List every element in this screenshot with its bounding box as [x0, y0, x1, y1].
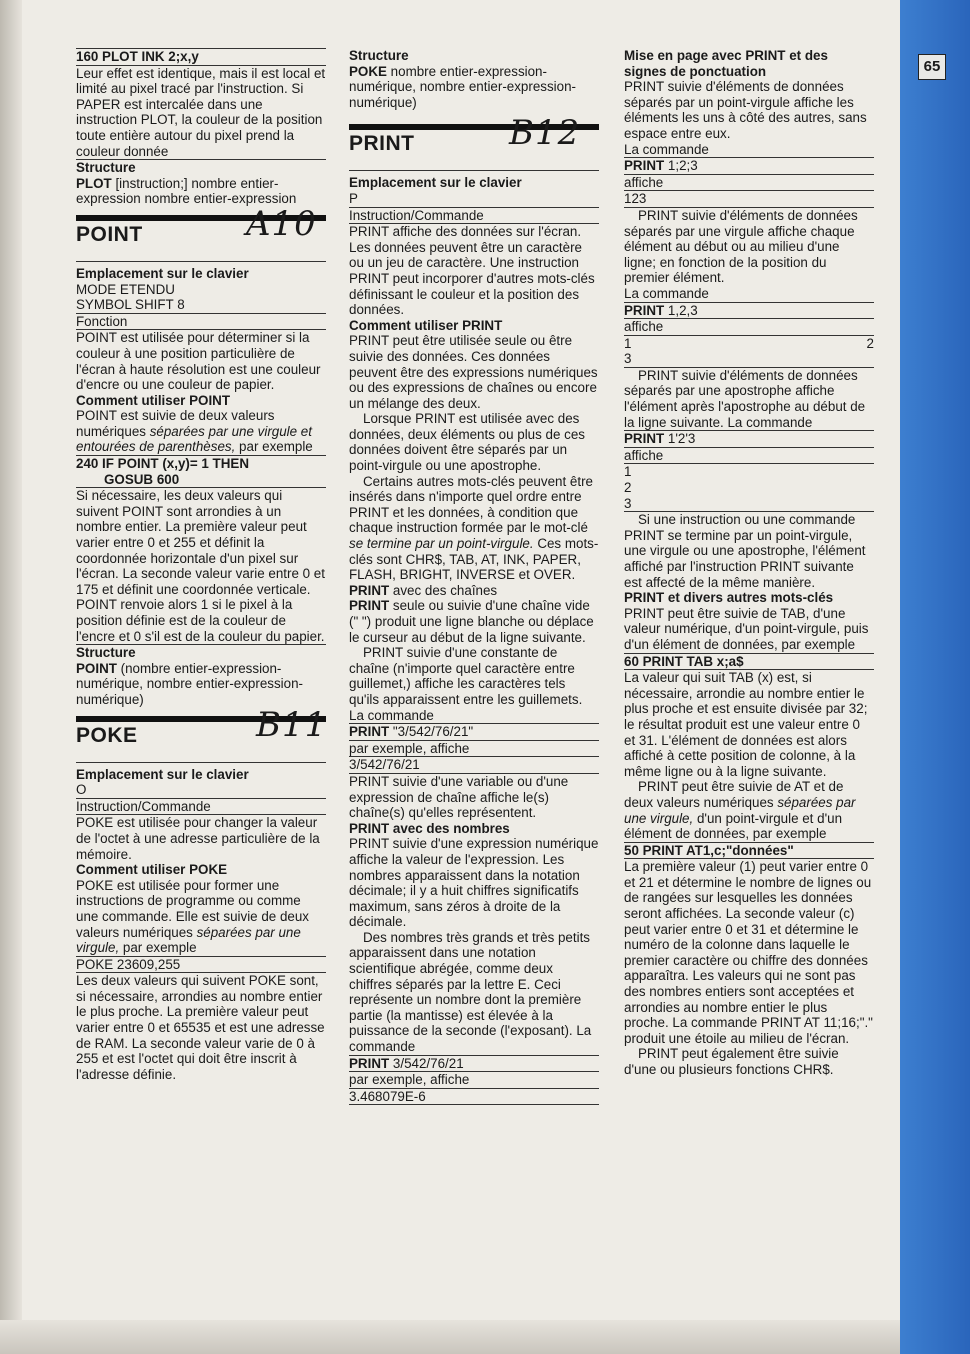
output-row	[624, 336, 874, 352]
text: PRINT peut être suivie de AT et de deux valeurs numériques	[624, 779, 844, 810]
output-line: 2	[624, 480, 632, 496]
code-line: 160 PLOT INK 2;x,y	[76, 48, 326, 66]
code-line: POKE 23609,255	[76, 957, 326, 974]
paragraph: Leur effet est identique, mais il est local et limité au pixel tracé par l'instruction. Si PAPER est intercalée dans une instruction PLOT, la couleur de la position toute entière autour du pixel prend la couleur donnée	[76, 65, 326, 159]
keyword: POKE	[349, 63, 387, 79]
paragraph: Des nombres très grands et très petits apparaissent dans une notation scientifique abrégée, comme deux chiffres séparés par la lettre E. Ceci représente un nombre dont la première partie (la mantisse) est élevée à la puissance de la seconde (l'exposant). La commande	[349, 930, 599, 1056]
keyword: PLOT	[76, 175, 112, 191]
paragraph	[76, 408, 326, 456]
keyword: PRINT	[349, 598, 390, 614]
code-line	[349, 1056, 599, 1073]
paragraph: PRINT affiche des données sur l'écran. Les données peuvent être un caractère ou un jeu de caractère. Une instruction PRINT peut incorporer d'autres mots-clés définissant le couleur et la position des données.	[349, 224, 595, 318]
key-line: MODE ETENDU	[76, 281, 175, 297]
page-bottom-edge	[0, 1320, 970, 1354]
structure-text	[76, 176, 326, 207]
paragraph: PRINT suivie d'une variable ou d'une expression de chaîne affiche le(s) chaîne(s) qu'elles représentent.	[349, 773, 569, 821]
paragraph: La valeur qui suit TAB (x) est, si nécessaire, arrondie au nombre entier le plus proche et est ensuite divisée par 32; le résultat produit est une valeur entre 0 et 31. L'élément de données est alors affiché à cette position de colonne, à la même ligne ou à la ligne suivante.	[624, 670, 868, 779]
subheading-comment-utiliser: Comment utiliser POINT	[76, 392, 231, 408]
section-title-point: POINT	[76, 222, 143, 246]
text: 1;2;3	[664, 158, 698, 174]
text: 1,2,3	[664, 302, 698, 318]
italic-text: se termine par un point-virgule.	[349, 536, 534, 552]
subheading-emplacement: Emplacement sur le clavier	[76, 265, 249, 281]
paragraph: Lorsque PRINT est utilisée avec des données, deux éléments ou plus de ces données doivent être séparés par un point-virgule ou une apostrophe.	[349, 411, 585, 474]
paragraph: PRINT peut également être suivie d'une ou plusieurs fonctions CHR$.	[624, 1046, 839, 1077]
column-1	[76, 48, 326, 1082]
section-title-print: PRINT	[349, 132, 415, 156]
affiche-label: affiche	[624, 319, 874, 336]
paragraph: PRINT suivie d'éléments de données séparés par une virgule affiche chaque élément au début ou au milieu d'une ligne; en fonction de la position du premier élément.	[624, 207, 858, 286]
subheading-fonction: Fonction	[76, 314, 326, 331]
text: La commande	[624, 142, 874, 159]
section-title-poke: POKE	[76, 723, 138, 747]
handwritten-annotation: B12	[509, 113, 581, 154]
example-label: par exemple, affiche	[349, 741, 599, 758]
subheading-comment-utiliser: Comment utiliser POKE	[76, 862, 228, 878]
text: La commande	[624, 286, 874, 303]
structure-rest: (nombre entier-expression-numérique, nombre entier-expression-numérique)	[76, 660, 304, 707]
italic-text: séparées par une virgule,	[76, 924, 301, 956]
keyword: PRINT	[624, 431, 665, 447]
output-line: 3/542/76/21	[349, 757, 599, 774]
paragraph: POKE est utilisée pour changer la valeur de l'octet à une adresse particulière de la mémoire.	[76, 815, 320, 862]
affiche-label: affiche	[624, 175, 874, 192]
code-line	[349, 724, 599, 741]
keyword: PRINT	[349, 1055, 390, 1071]
output-value: 2	[866, 335, 874, 351]
structure-rest: [instruction;] nombre entier-expression nombre entier-expression	[76, 175, 297, 207]
text: Ces mots-clés sont CHR$, TAB, AT, INK, PAPER, FLASH, BRIGHT, INVERSE et OVER.	[349, 536, 599, 583]
output-line: 3.468079E-6	[349, 1089, 599, 1106]
paragraph: Les deux valeurs qui suivent POKE sont, si nécessaire, arrondies au nombre entier le plus proche. La première valeur peut varier entre 0 et 65535 et est une adresse de RAM. La seconde valeur varie de 0 à 255 et est l'octet qui doit être inscrit à l'adresse définie.	[76, 973, 325, 1082]
subheading-structure: Structure	[76, 160, 136, 176]
output-line: 3	[624, 351, 874, 368]
text: par exemple	[235, 439, 313, 455]
subheading-instruction: Instruction/Commande	[349, 208, 599, 225]
text: 1'2'3	[664, 431, 696, 447]
subheading-structure: Structure	[349, 48, 409, 63]
subheading-autres-mots-cles: PRINT et divers autres mots-clés	[624, 590, 834, 606]
text: POINT est suivie de deux valeurs numériques	[76, 408, 275, 439]
paragraph: La première valeur (1) peut varier entre 0 et 21 et détermine le nombre de lignes ou de rangées sur lesquelles les données seront affichées. La seconde valeur (c) peut varier entre 0 et 31 et détermine le numéro de la colonne dans laquelle le premier caractère ou chiffre des données apparaîtra. Les valeurs qui ne sont pas des nombres entiers sont acceptées et arrondies au nombre entier le plus proche. La commande PRINT AT 11;16;"." produit une étoile au milieu de l'écran.	[624, 859, 873, 1046]
paragraph: PRINT peut être utilisée seule ou être suivie des données. Ces données peuvent être des expressions numériques ou des expressions de chaînes ou encore un mélange des deux.	[349, 333, 598, 411]
code-line: 240 IF POINT (x,y)= 1 THEN	[76, 456, 250, 472]
text: "3/542/76/21"	[389, 724, 474, 740]
output-line: 3	[624, 496, 874, 513]
keyword: PRINT	[349, 582, 390, 598]
subheading-nombres: PRINT avec des nombres	[349, 820, 510, 836]
text: Certains autres mots-clés peuvent être insérés dans n'importe quel ordre entre PRINT et les données, à condition que chaque instruction formée par le mot-clé	[349, 473, 593, 536]
paragraph: Si nécessaire, les deux valeurs qui suivent POINT sont arrondies à un nombre entier. La première valeur peut varier entre 0 et 255 et définit la coordonnée horizontale d'un pixel sur l'écran. La seconde valeur varie entre 0 et 175 et définit une coordonnée verticale. POINT renvoie alors 1 si le pixel à la position définie est de la couleur de l'encre et 0 s'il est de la couleur du papier.	[76, 488, 325, 644]
page-number: 65	[918, 54, 946, 80]
text: par exemple	[119, 940, 197, 956]
paragraph: PRINT suivie d'une expression numérique affiche la valeur de l'expression. Les nombres apparaissent dans la notation décimale; il y a huit chiffres significatifs maximum, sans zéros à droite de la décimale.	[349, 836, 599, 930]
subheading-structure: Structure	[76, 645, 136, 661]
key-line: P	[349, 191, 599, 208]
paragraph	[76, 878, 326, 957]
affiche-label: affiche	[624, 448, 874, 465]
code-line: 60 PRINT TAB x;a$	[624, 654, 874, 671]
blue-edge-bar	[900, 0, 970, 1354]
keyword: PRINT	[624, 158, 665, 174]
code-line	[624, 430, 874, 448]
keyword: PRINT	[624, 302, 665, 318]
paragraph: PRINT suivie d'une constante de chaîne (n'importe quel caractère entre guillemet,) affiche les caractères tels qu'ils apparaissent entre les guillemets. La commande	[349, 645, 599, 724]
page-binding-shadow	[0, 0, 22, 1354]
section-header-point	[76, 203, 326, 262]
example-label: par exemple, affiche	[349, 1072, 599, 1089]
structure-rest: nombre entier-expression-numérique, nombre entier-expression-numérique)	[349, 63, 577, 110]
key-line: SYMBOL SHIFT 8	[76, 297, 326, 314]
keyword: PRINT	[349, 724, 390, 740]
output-line: 1	[624, 464, 632, 480]
text: 3/542/76/21	[389, 1055, 464, 1071]
subheading-mise-en-page: Mise en page avec PRINT et des signes de ponctuation	[624, 48, 828, 79]
column-2	[349, 48, 599, 1105]
subheading-instruction: Instruction/Commande	[76, 799, 326, 816]
paragraph: POINT est utilisée pour déterminer si la couleur à une position particulière de l'écran à haute résolution est une couleur d'encre ou une couleur de papier.	[76, 330, 321, 393]
subheading-emplacement: Emplacement sur le clavier	[349, 175, 522, 191]
italic-text: séparées par une virgule,	[624, 794, 856, 826]
column-3	[624, 48, 874, 1078]
text: d'un point-virgule et d'un élément de données, par exemple	[624, 810, 843, 842]
subheading-comment-utiliser: Comment utiliser PRINT	[349, 317, 503, 333]
subheading-chaines	[349, 583, 599, 599]
section-header-print	[349, 113, 599, 171]
code-line: GOSUB 600	[76, 472, 326, 489]
text: avec des chaînes	[389, 582, 498, 598]
handwritten-annotation: A10	[246, 203, 317, 244]
paragraph	[624, 779, 874, 842]
paragraph	[349, 598, 599, 645]
handwritten-annotation: B11	[256, 704, 328, 745]
paragraph: PRINT peut être suivie de TAB, d'une valeur numérique, d'un point-virgule, puis d'un élément de données, par exemple	[624, 606, 874, 654]
output-line: 123	[624, 191, 874, 208]
key-line: O	[76, 782, 326, 799]
keyword: POINT	[76, 660, 117, 676]
section-header-poke	[76, 704, 328, 763]
text: seule ou suivie d'une chaîne vide (" ") produit une ligne blanche ou déplace le curseur au début de la ligne suivante.	[349, 598, 594, 645]
subheading-emplacement: Emplacement sur le clavier	[76, 766, 249, 782]
italic-text: séparées par une virgule et entourées de parenthèses,	[76, 423, 312, 455]
structure-text	[76, 661, 326, 708]
paragraph: Si une instruction ou une commande PRINT se termine par un point-virgule, une virgule ou une apostrophe, l'élément affiché par l'instruction PRINT suivante est affecté de la même manière.	[624, 512, 866, 590]
paragraph: PRINT suivie d'éléments de données séparés par un point-virgule affiche les éléments les uns à côté des autres, sans espace entre eux.	[624, 79, 867, 141]
paragraph	[349, 474, 599, 583]
code-line: 50 PRINT AT1,c;"données"	[624, 843, 874, 860]
structure-text	[349, 64, 599, 111]
code-line	[624, 303, 874, 320]
text: POKE est utilisée pour former une instructions de programme ou comme une commande. Elle est suivie de deux valeurs numériques	[76, 877, 309, 940]
paragraph: PRINT suivie d'éléments de données séparés par une apostrophe affiche l'élément après l'apostrophe au début de la ligne suivante. La commande	[624, 367, 866, 430]
output-value: 1	[624, 335, 632, 351]
code-line	[624, 158, 874, 175]
